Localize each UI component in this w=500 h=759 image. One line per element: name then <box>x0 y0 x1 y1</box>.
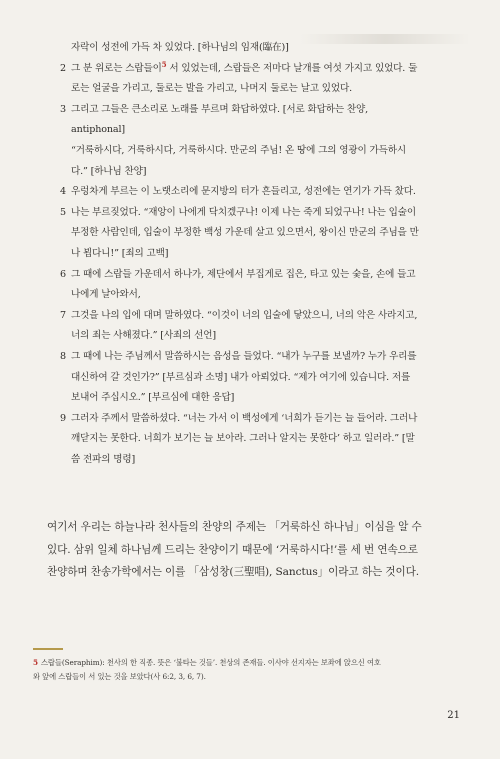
verse-line: “거룩하시다, 거룩하시다, 거룩하시다. 만군의 주님! 온 땅에 그의 영광이 가득하시 <box>71 144 407 156</box>
verse-5 <box>60 203 460 265</box>
verse-line: 보내어 주십시오.” [부르심에 대한 응답] <box>71 392 235 404</box>
verse-line: 부정한 사람인데, 입술이 부정한 백성 가운데 살고 있으면서, 왕이신 만군의 주님을 만 <box>71 227 419 239</box>
verse-9 <box>60 409 460 471</box>
verse-number: 8 <box>60 350 66 362</box>
verse-line: antiphonal] <box>71 124 125 136</box>
verse-number: 4 <box>60 186 66 198</box>
verse-3-song <box>60 141 460 182</box>
footnote <box>33 656 473 684</box>
verse-line: 그러자 주께서 말씀하셨다. “너는 가서 이 백성에게 ‘너희가 듣기는 늘 들어라. 그러나 <box>71 412 418 424</box>
page-number: 21 <box>447 710 460 721</box>
verse-1-continuation <box>60 38 460 59</box>
verse-line: 그리고 그들은 큰소리로 노래를 부르며 화답하였다. [서로 화답하는 찬양, <box>71 103 368 115</box>
verse-6 <box>60 265 460 306</box>
verse-line: 나는 부르짖었다. “재앙이 나에게 닥치겠구나! 이제 나는 죽게 되었구나! 나는 입술이 <box>71 206 416 218</box>
verse-line: 나에게 날아와서, <box>71 289 141 301</box>
verse-number: 7 <box>60 309 66 321</box>
verse-line: 씀 전파의 명령] <box>71 453 136 465</box>
verse-3 <box>60 100 460 141</box>
verse-line: 그 때에 스랍들 가운데서 하나가, 제단에서 부집게로 집은, 타고 있는 숯을, 손에 들고 <box>71 268 416 280</box>
paragraph-line: 여기서 우리는 하늘나라 천사들의 찬양의 주제는 「거룩하신 하나님」이심을 알 수 <box>47 521 422 533</box>
verse-4 <box>60 182 460 203</box>
body-paragraph <box>47 516 465 584</box>
verse-2 <box>60 59 460 100</box>
verse-line: 너의 죄는 사해졌다.” [사죄의 선언] <box>71 330 216 342</box>
verse-8 <box>60 347 460 409</box>
verse-line: 깨닫지는 못한다. 너희가 보기는 늘 보아라. 그러나 알지는 못한다’ 하고 일러라.” [말 <box>71 433 415 445</box>
verse-line: 그 분 위로는 스랍들이$^5$ 서 있었는데, 스랍들은 저마다 날개를 여섯 가지고 있었다. 둘 <box>71 59 418 74</box>
verse-line: 우렁차게 부르는 이 노랫소리에 문지방의 터가 흔들리고, 성전에는 연기가 가득 찼다. <box>71 186 416 198</box>
footnote-line: 와 앞에 스랍들이 서 있는 것을 보았다(사 6:2, 3, 6, 7). <box>33 672 206 681</box>
verse-number: 3 <box>60 103 66 115</box>
verse-line: 그것을 나의 입에 대며 말하였다. “이것이 너의 입술에 닿았으니, 너의 악은 사라지고, <box>71 309 418 321</box>
footnote-divider <box>33 648 63 650</box>
footnote-line: 5 스랍들(Seraphim): 천사의 한 직종. 뜻은 ‘불타는 것들’. 천상의 존재들. 이사야 선지자는 보좌에 앉으신 여호 <box>33 658 381 667</box>
verse-number: 5 <box>60 206 66 218</box>
verse-number: 9 <box>60 412 66 424</box>
paragraph-line: 있다. 삼위 일체 하나님께 드리는 찬양이기 때문에 ‘거룩하시다!’를 세 번 연속으로 <box>47 543 418 556</box>
verse-number: 6 <box>60 268 66 280</box>
verse-line: 자락이 성전에 가득 차 있었다. [하나님의 임재(臨在)] <box>71 42 289 53</box>
paragraph-line: 찬양하며 찬송가학에서는 이를 「삼성창(三聖唱), Sanctus」이라고 하는 것이다. <box>47 566 420 578</box>
footnote-reference[interactable]: 5 <box>161 59 167 69</box>
verse-7 <box>60 306 460 347</box>
verse-line: 나 뵙다니!” [죄의 고백] <box>71 247 169 259</box>
footnote-number: 5 <box>33 658 38 667</box>
verse-line: 로는 얼굴을 가리고, 둘로는 발을 가리고, 나머지 둘로는 날고 있었다. <box>71 83 352 95</box>
verse-number: 2 <box>60 62 66 74</box>
scripture-quote <box>60 38 460 470</box>
verse-line: 다.” [하나님 찬양] <box>71 165 147 177</box>
verse-line: 대신하여 갈 것인가?” [부르심과 소명] 내가 아뢰었다. “제가 여기에 있습니다. 저를 <box>71 371 411 383</box>
verse-line: 그 때에 나는 주님께서 말씀하시는 음성을 들었다. “내가 누구를 보낼까? 누가 우리를 <box>71 350 417 362</box>
